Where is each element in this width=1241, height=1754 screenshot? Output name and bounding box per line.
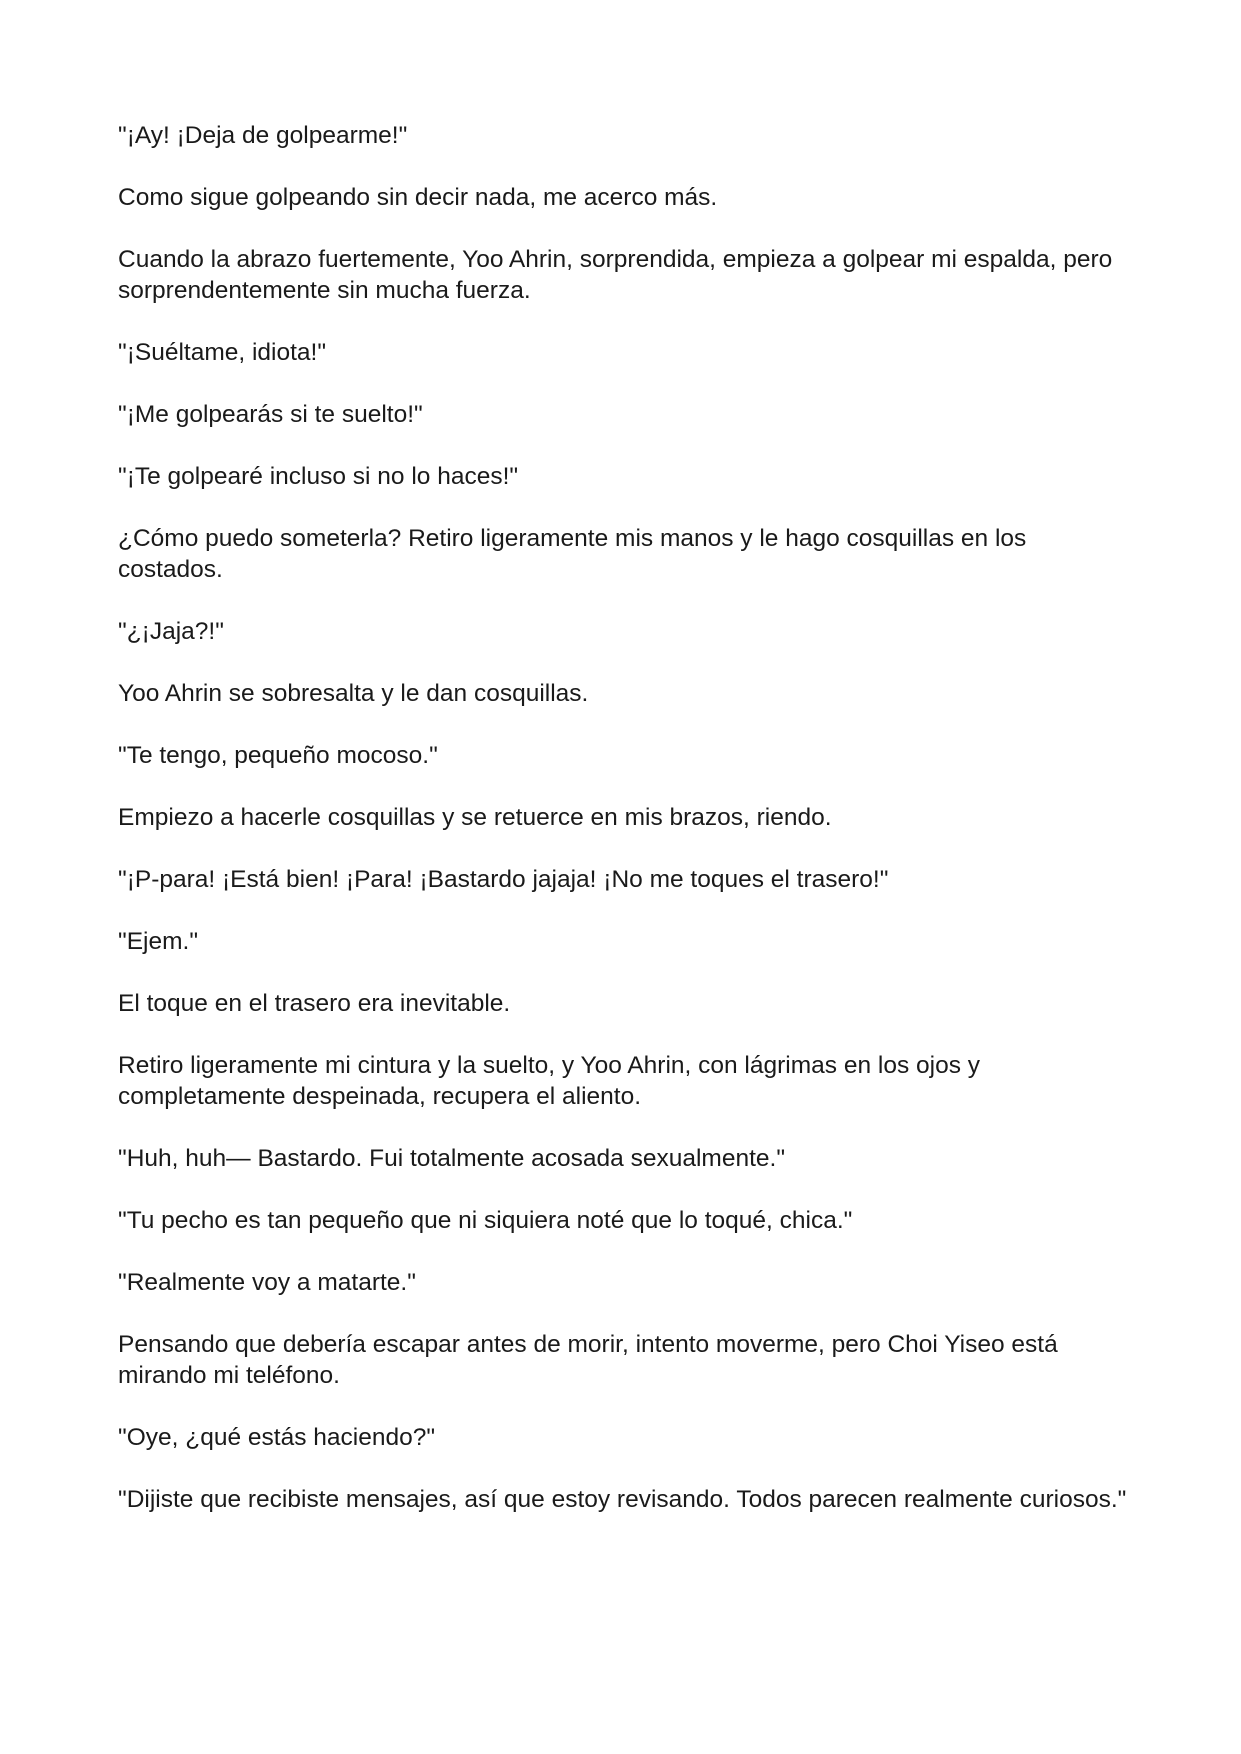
paragraph: Pensando que debería escapar antes de morir, intento moverme, pero Choi Yiseo está mirando mi teléfono. bbox=[118, 1331, 1058, 1389]
paragraph: "¡Me golpearás si te suelto!" bbox=[118, 401, 423, 428]
paragraph: Yoo Ahrin se sobresalta y le dan cosquillas. bbox=[118, 680, 589, 707]
paragraph: "Tu pecho es tan pequeño que ni siquiera noté que lo toqué, chica." bbox=[118, 1207, 853, 1234]
document-body bbox=[118, 120, 1128, 1546]
paragraph: "Realmente voy a matarte." bbox=[118, 1269, 416, 1296]
paragraph: "Huh, huh— Bastardo. Fui totalmente acosada sexualmente." bbox=[118, 1145, 786, 1172]
paragraph: Como sigue golpeando sin decir nada, me acerco más. bbox=[118, 184, 718, 211]
paragraph: "Ejem." bbox=[118, 928, 199, 955]
paragraph: Cuando la abrazo fuertemente, Yoo Ahrin, sorprendida, empieza a golpear mi espalda, pero sorprendentemente sin mucha fuerza. bbox=[118, 246, 1113, 304]
paragraph: ¿Cómo puedo someterla? Retiro ligeramente mis manos y le hago cosquillas en los costados. bbox=[118, 525, 1027, 583]
paragraph: El toque en el trasero era inevitable. bbox=[118, 990, 511, 1017]
paragraph: "¡Te golpearé incluso si no lo haces!" bbox=[118, 463, 519, 490]
paragraph: "Dijiste que recibiste mensajes, así que estoy revisando. Todos parecen realmente curiosos." bbox=[118, 1486, 1127, 1513]
paragraph: "Oye, ¿qué estás haciendo?" bbox=[118, 1424, 436, 1451]
paragraph: "Te tengo, pequeño mocoso." bbox=[118, 742, 438, 769]
paragraph: Retiro ligeramente mi cintura y la suelto, y Yoo Ahrin, con lágrimas en los ojos y completamente despeinada, recupera el aliento. bbox=[118, 1052, 981, 1110]
paragraph: "¿¡Jaja?!" bbox=[118, 618, 224, 645]
paragraph: Empiezo a hacerle cosquillas y se retuerce en mis brazos, riendo. bbox=[118, 804, 832, 831]
paragraph: "¡Ay! ¡Deja de golpearme!" bbox=[118, 122, 408, 149]
paragraph: "¡Suéltame, idiota!" bbox=[118, 339, 327, 366]
paragraph: "¡P-para! ¡Está bien! ¡Para! ¡Bastardo jajaja! ¡No me toques el trasero!" bbox=[118, 866, 889, 893]
